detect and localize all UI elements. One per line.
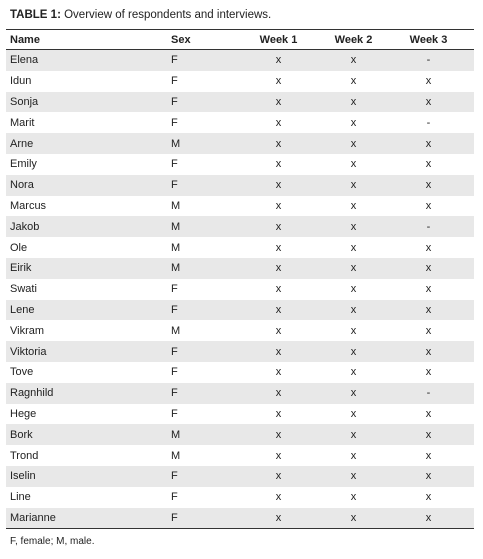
cell-week-3: - — [426, 54, 431, 67]
cell-name: Arne — [10, 137, 34, 150]
cell-sex: M — [171, 262, 181, 275]
cell-week-1: x — [275, 262, 282, 275]
column-header-week-1: Week 1 — [259, 33, 298, 46]
cell-week-1: x — [275, 283, 282, 296]
cell-week-1: x — [275, 511, 282, 524]
cell-name: Elena — [10, 54, 39, 67]
cell-name: Emily — [10, 158, 37, 171]
cell-name: Vikram — [10, 324, 45, 337]
cell-week-2: x — [350, 303, 357, 316]
respondents-table — [6, 29, 474, 529]
table-row — [6, 466, 474, 487]
cell-sex: F — [171, 491, 178, 504]
cell-week-1: x — [275, 407, 282, 420]
cell-week-2: x — [350, 283, 357, 296]
cell-week-2: x — [350, 137, 357, 150]
cell-week-3: x — [425, 324, 432, 337]
cell-week-1: x — [275, 345, 282, 358]
cell-name: Tove — [10, 366, 34, 379]
cell-week-1: x — [275, 158, 282, 171]
table-caption-text: Overview of respondents and interviews. — [64, 9, 272, 21]
table-row — [6, 362, 474, 383]
cell-week-3: x — [425, 449, 432, 462]
cell-week-3: x — [425, 345, 432, 358]
cell-week-1: x — [275, 241, 282, 254]
cell-week-2: x — [350, 449, 357, 462]
cell-name: Eirik — [10, 262, 32, 275]
cell-week-3: - — [426, 220, 431, 233]
cell-week-2: x — [350, 324, 357, 337]
table-row — [6, 300, 474, 321]
cell-week-1: x — [275, 199, 282, 212]
cell-week-1: x — [275, 491, 282, 504]
cell-week-2: x — [350, 511, 357, 524]
table-header-row — [6, 29, 474, 50]
cell-week-3: x — [425, 491, 432, 504]
cell-sex: F — [171, 366, 178, 379]
table-row — [6, 133, 474, 154]
cell-week-2: x — [350, 470, 357, 483]
column-header-name: Name — [10, 33, 40, 46]
cell-week-1: x — [275, 387, 282, 400]
cell-week-3: x — [425, 199, 432, 212]
cell-week-3: x — [425, 75, 432, 88]
cell-week-2: x — [350, 407, 357, 420]
table-row — [6, 445, 474, 466]
cell-week-2: x — [350, 75, 357, 88]
table-row — [6, 175, 474, 196]
cell-name: Hege — [10, 407, 37, 420]
cell-name: Sonja — [10, 95, 39, 108]
table-row — [6, 320, 474, 341]
table-row — [6, 92, 474, 113]
cell-week-1: x — [275, 54, 282, 67]
table-row — [6, 508, 474, 529]
cell-sex: M — [171, 449, 181, 462]
cell-sex: M — [171, 137, 181, 150]
cell-week-2: x — [350, 199, 357, 212]
cell-week-2: x — [350, 116, 357, 129]
table-row — [6, 487, 474, 508]
cell-name: Lene — [10, 303, 35, 316]
cell-week-3: x — [425, 303, 432, 316]
cell-name: Iselin — [10, 470, 36, 483]
cell-sex: F — [171, 345, 178, 358]
cell-week-3: x — [425, 470, 432, 483]
cell-week-3: - — [426, 387, 431, 400]
table-row — [6, 258, 474, 279]
cell-week-3: x — [425, 511, 432, 524]
cell-name: Swati — [10, 283, 37, 296]
cell-sex: F — [171, 470, 178, 483]
cell-name: Idun — [10, 75, 32, 88]
table-row — [6, 383, 474, 404]
cell-week-3: x — [425, 366, 432, 379]
column-header-sex: Sex — [171, 33, 191, 46]
cell-week-1: x — [275, 220, 282, 233]
cell-sex: F — [171, 158, 178, 171]
cell-week-2: x — [350, 428, 357, 441]
table-row — [6, 404, 474, 425]
cell-sex: M — [171, 324, 181, 337]
cell-name: Ole — [10, 241, 28, 254]
table-row — [6, 112, 474, 133]
cell-week-2: x — [350, 345, 357, 358]
cell-week-1: x — [275, 470, 282, 483]
cell-sex: F — [171, 387, 178, 400]
cell-week-1: x — [275, 95, 282, 108]
cell-week-2: x — [350, 262, 357, 275]
cell-week-3: x — [425, 428, 432, 441]
table-row — [6, 154, 474, 175]
cell-week-2: x — [350, 95, 357, 108]
cell-name: Marit — [10, 116, 35, 129]
table-row — [6, 50, 474, 71]
table-row — [6, 237, 474, 258]
cell-sex: F — [171, 303, 178, 316]
cell-week-2: x — [350, 387, 357, 400]
cell-week-2: x — [350, 158, 357, 171]
cell-week-1: x — [275, 303, 282, 316]
table-row — [6, 196, 474, 217]
cell-week-1: x — [275, 449, 282, 462]
cell-week-2: x — [350, 220, 357, 233]
table-footnote: F, female; M, male. — [10, 536, 95, 547]
table-row — [6, 71, 474, 92]
cell-week-1: x — [275, 137, 282, 150]
cell-name: Trond — [10, 449, 39, 462]
cell-sex: F — [171, 511, 178, 524]
cell-week-2: x — [350, 179, 357, 192]
column-header-week-2: Week 2 — [334, 33, 373, 46]
cell-name: Marianne — [10, 511, 56, 524]
cell-name: Line — [10, 491, 31, 504]
cell-sex: M — [171, 199, 181, 212]
cell-sex: M — [171, 220, 181, 233]
cell-week-3: x — [425, 137, 432, 150]
cell-name: Viktoria — [10, 345, 47, 358]
cell-week-3: x — [425, 158, 432, 171]
table-caption-label: TABLE 1: — [10, 9, 61, 21]
cell-name: Marcus — [10, 199, 47, 212]
cell-name: Bork — [10, 428, 33, 441]
cell-week-1: x — [275, 179, 282, 192]
cell-week-3: x — [425, 262, 432, 275]
cell-week-2: x — [350, 241, 357, 254]
table-row — [6, 424, 474, 445]
cell-sex: F — [171, 95, 178, 108]
cell-week-2: x — [350, 54, 357, 67]
cell-sex: F — [171, 116, 178, 129]
cell-week-3: x — [425, 407, 432, 420]
table-body — [6, 50, 474, 529]
cell-week-1: x — [275, 366, 282, 379]
cell-week-1: x — [275, 428, 282, 441]
cell-week-1: x — [275, 324, 282, 337]
cell-sex: F — [171, 54, 178, 67]
cell-week-2: x — [350, 366, 357, 379]
cell-sex: M — [171, 428, 181, 441]
cell-sex: F — [171, 283, 178, 296]
cell-name: Ragnhild — [10, 387, 54, 400]
cell-name: Jakob — [10, 220, 40, 233]
cell-week-3: x — [425, 95, 432, 108]
cell-name: Nora — [10, 179, 34, 192]
cell-week-2: x — [350, 491, 357, 504]
cell-week-3: - — [426, 116, 431, 129]
cell-week-3: x — [425, 241, 432, 254]
cell-sex: F — [171, 407, 178, 420]
cell-sex: F — [171, 179, 178, 192]
cell-week-1: x — [275, 116, 282, 129]
cell-sex: F — [171, 75, 178, 88]
column-header-week-3: Week 3 — [409, 33, 448, 46]
cell-week-1: x — [275, 75, 282, 88]
table-row — [6, 341, 474, 362]
cell-week-3: x — [425, 179, 432, 192]
table-caption — [10, 8, 271, 22]
table-row — [6, 279, 474, 300]
cell-week-3: x — [425, 283, 432, 296]
table-row — [6, 216, 474, 237]
cell-sex: M — [171, 241, 181, 254]
